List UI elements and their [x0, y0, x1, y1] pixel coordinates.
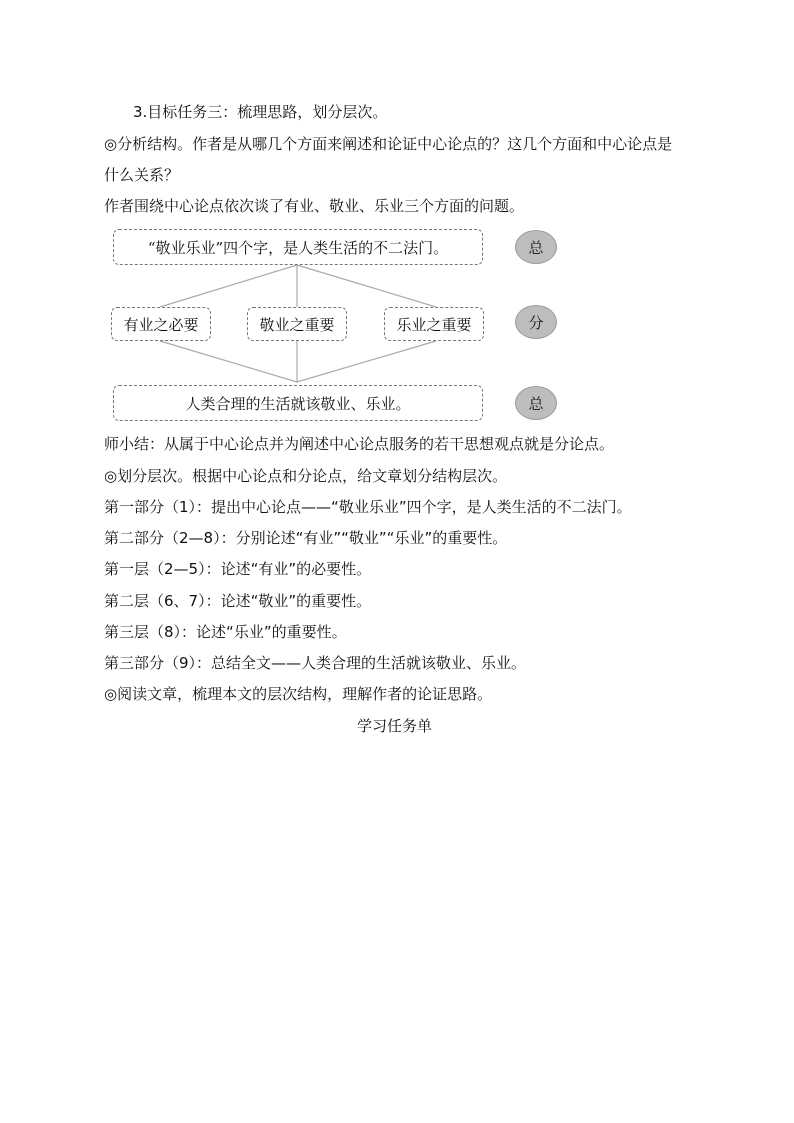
level-two: 第二层（6、7）：论述“敬业”的重要性。 — [104, 592, 372, 610]
level-one: 第一层（2—5）：论述“有业”的必要性。 — [104, 560, 372, 578]
reading-task: ◎阅读文章，梳理本文的层次结构，理解作者的论证思路。 — [104, 685, 493, 703]
label-circle-fen: 分 — [515, 305, 557, 339]
divide-levels: ◎划分层次。根据中心论点和分论点，给文章划分结构层次。 — [104, 467, 508, 485]
part-three: 第三部分（9）：总结全文——人类合理的生活就该敬业、乐业。 — [104, 654, 527, 672]
central-thesis-box: “敬业乐业”四个字，是人类生活的不二法门。 — [113, 229, 483, 265]
label-circle-zong-bottom: 总 — [515, 386, 557, 420]
conclusion-box: 人类合理的生活就该敬业、乐业。 — [113, 385, 483, 421]
level-three: 第三层（8）：论述“乐业”的重要性。 — [104, 623, 347, 641]
part-one: 第一部分（1）：提出中心论点——“敬业乐业”四个字，是人类生活的不二法门。 — [104, 498, 632, 516]
sub-point-box-3: 乐业之重要 — [384, 307, 484, 341]
question-line-2: 什么关系？ — [104, 166, 180, 184]
label-circle-zong-top: 总 — [515, 230, 557, 264]
answer-line: 作者围绕中心论点依次谈了有业、敬业、乐业三个方面的问题。 — [104, 197, 525, 215]
section-title: 学习任务单 — [357, 717, 433, 735]
sub-point-box-1: 有业之必要 — [111, 307, 211, 341]
task-heading: 3.目标任务三：梳理思路，划分层次。 — [133, 103, 388, 121]
part-two: 第二部分（2—8）：分别论述“有业”“敬业”“乐业”的重要性。 — [104, 529, 508, 547]
sub-point-box-2: 敬业之重要 — [247, 307, 347, 341]
question-line-1: ◎分析结构。作者是从哪几个方面来阐述和论证中心论点的？这几个方面和中心论点是 — [104, 135, 673, 153]
teacher-summary: 师小结：从属于中心论点并为阐述中心论点服务的若干思想观点就是分论点。 — [104, 435, 615, 453]
